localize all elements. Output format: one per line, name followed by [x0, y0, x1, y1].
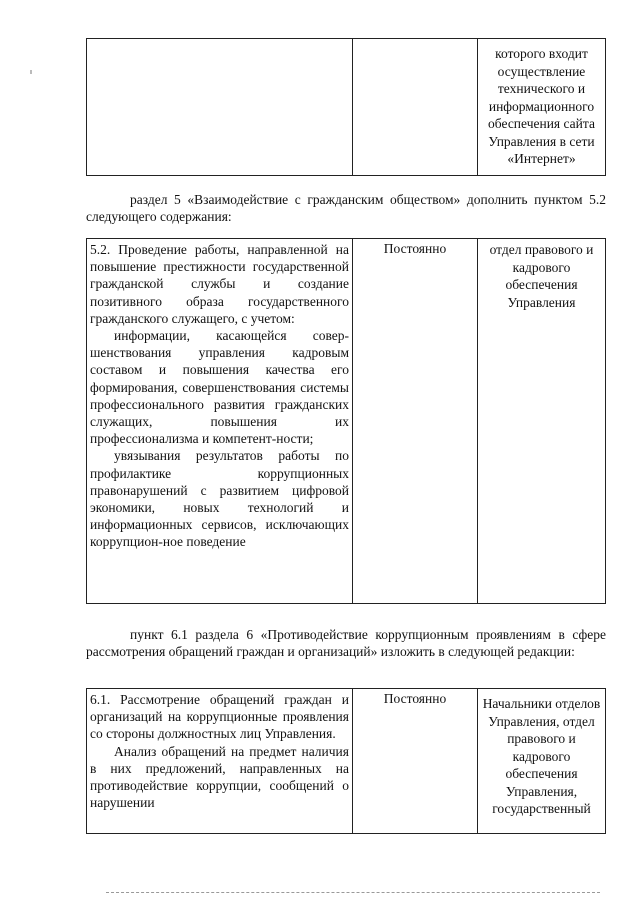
page-bottom-line — [106, 892, 600, 893]
measure-text: Анализ обращений на предмет наличия в них предложений, направленных на противодействие коррупции, сообщений о нарушении — [90, 743, 349, 811]
table-item-6-1 — [86, 688, 606, 834]
table-row — [87, 689, 606, 834]
table-cell-measure — [87, 689, 353, 834]
table-cell-responsible: Начальники отделов Управления, отдел правового и кадрового обеспечения Управления, государственный — [478, 689, 606, 834]
table-cell-empty — [87, 39, 353, 176]
scan-mark — [30, 70, 32, 74]
paragraph-item-6-1 — [86, 626, 606, 660]
measure-text: 6.1. Рассмотрение обращений граждан и организаций на коррупционные проявления со стороны должностных лиц Управления. — [90, 692, 349, 742]
table-cell-responsible: которого входит осуществление технического и информационного обеспечения сайта Управления в сети «Интернет» — [478, 39, 606, 176]
table-item-5-2 — [86, 238, 606, 604]
table-cell-responsible: отдел правового и кадрового обеспечения Управления — [478, 239, 606, 604]
table-row — [87, 239, 606, 604]
table-cell-empty — [353, 39, 478, 176]
table-cell-deadline: Постоянно — [353, 239, 478, 604]
table-cell-measure — [87, 239, 353, 604]
paragraph-text: раздел 5 «Взаимодействие с гражданским обществом» дополнить пунктом 5.2 следующего содержания: — [86, 192, 606, 224]
table-row — [87, 39, 606, 176]
paragraph-text: пункт 6.1 раздела 6 «Противодействие коррупционным проявлениям в сфере рассмотрения обращений граждан и организаций» изложить в следующей редакции: — [86, 627, 606, 659]
table-cell-deadline: Постоянно — [353, 689, 478, 834]
table-continuation — [86, 38, 606, 176]
paragraph-section5 — [86, 191, 606, 225]
measure-text: информации, касающейся совер-шенствования управления кадровым составом и повышения качества его формирования, совершенствования системы профессионального развития гражданских служащих, повышения их профессионализма и компетент-ности; — [90, 328, 349, 447]
measure-text: 5.2. Проведение работы, направленной на повышение престижности государственной гражданской службы и создание позитивного образа государственного гражданского служащего, с учетом: — [90, 242, 349, 326]
measure-text: увязывания результатов работы по профилактике коррупционных правонарушений с развитием цифровой экономики, новых технологий и информационных сервисов, исключающих коррупцион-ное поведение — [90, 448, 349, 550]
